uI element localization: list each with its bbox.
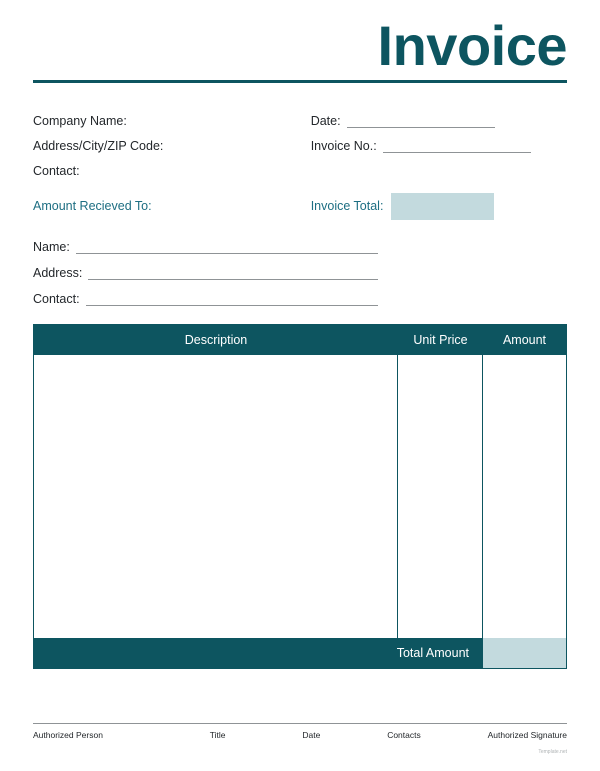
- signature-title: Title: [209, 730, 226, 740]
- field-invoice-no-input[interactable]: [383, 140, 531, 153]
- field-address-input[interactable]: [88, 267, 378, 280]
- field-address-city-zip: [33, 128, 289, 153]
- column-header-description: Description: [184, 333, 248, 347]
- field-date-input[interactable]: [347, 115, 495, 128]
- field-name: [33, 228, 378, 254]
- header-info-block: [33, 103, 567, 178]
- table-body-description-column[interactable]: [34, 355, 398, 638]
- field-date-label: Date:: [310, 114, 341, 128]
- total-amount-value[interactable]: [483, 638, 566, 668]
- received-fields: [33, 228, 567, 306]
- table-body[interactable]: [34, 355, 566, 638]
- invoice-total-label: Invoice Total:: [310, 199, 384, 213]
- column-header-unit-price: Unit Price: [413, 333, 468, 347]
- field-address-label: Address:: [33, 266, 83, 280]
- invoice-total-value[interactable]: [391, 193, 494, 220]
- signature-divider: [33, 723, 567, 724]
- table-body-amount-column[interactable]: [483, 355, 566, 638]
- line-items-table: [33, 324, 567, 669]
- column-header-amount: Amount: [502, 333, 547, 347]
- field-invoice-no: [311, 128, 567, 153]
- table-header-row: [34, 325, 566, 355]
- field-invoice-no-label: Invoice No.:: [310, 139, 377, 153]
- invoice-title-row: [33, 0, 567, 77]
- field-contact: [33, 280, 378, 306]
- header-info-right: [311, 103, 567, 178]
- signature-row: [33, 730, 567, 740]
- signature-authorized-signature: Authorized Signature: [487, 730, 567, 740]
- invoice-total-group: [311, 193, 567, 220]
- field-company-name-label: Company Name:: [33, 114, 127, 128]
- header-info-left: [33, 103, 289, 178]
- table-footer-row: [34, 638, 566, 668]
- total-amount-label: Total Amount: [34, 638, 483, 668]
- field-contact-label: Contact:: [33, 292, 80, 306]
- signature-date: Date: [302, 730, 321, 740]
- field-contact-input[interactable]: [86, 293, 378, 306]
- field-date: [311, 103, 567, 128]
- title-divider: [33, 80, 567, 83]
- page-title: Invoice: [377, 14, 567, 77]
- template-credit: Template.net: [538, 749, 567, 755]
- field-contact-top-label: Contact:: [33, 164, 80, 178]
- field-company-name: [33, 103, 289, 128]
- field-address: [33, 254, 378, 280]
- table-body-unit-price-column[interactable]: [398, 355, 483, 638]
- amount-received-row: [33, 192, 567, 220]
- field-contact-top: [33, 153, 289, 178]
- amount-received-label: Amount Recieved To:: [33, 199, 152, 213]
- field-name-input[interactable]: [76, 241, 378, 254]
- signature-authorized-person: Authorized Person: [33, 730, 103, 740]
- signature-contacts: Contacts: [387, 730, 421, 740]
- field-name-label: Name:: [33, 240, 70, 254]
- field-address-city-zip-label: Address/City/ZIP Code:: [33, 139, 164, 153]
